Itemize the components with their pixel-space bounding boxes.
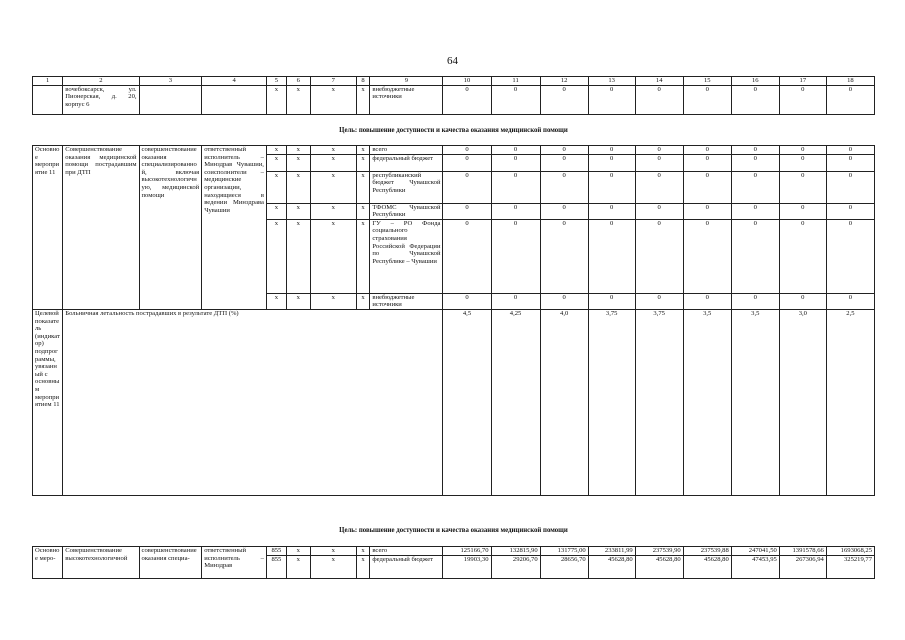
- measure-c3: совершенствование оказания специализированной, включая высокотехнологичную, медицинской помощи: [139, 146, 202, 310]
- indicator-text: Больничная летальность пострадавших в результате ДТП (%): [63, 309, 443, 495]
- value-cell: 0: [826, 171, 874, 203]
- funding-source: внебюджетные источники: [370, 293, 443, 309]
- funding-source: федеральный бюджет: [370, 154, 443, 171]
- measure-next-table: [32, 546, 875, 579]
- measure-c4: ответственный исполнитель – Минздрав: [202, 547, 267, 579]
- measure-c1: Основное мероприятие 11: [33, 146, 63, 310]
- measure-c2: Совершенствование высокотехнологичной: [63, 547, 139, 579]
- value-cell: 0: [779, 154, 826, 171]
- value-cell: 0: [588, 154, 635, 171]
- address-cell: вочебоксарск, ул. Пионерская, д. 20, корпус 6: [63, 85, 139, 114]
- value-cell: 0: [635, 154, 683, 171]
- value-cell: 0: [635, 146, 683, 155]
- value-cell: 0: [588, 293, 635, 309]
- column-number: 1: [33, 77, 63, 86]
- value-cell: 29206,70: [491, 555, 540, 578]
- value-cell: 1693068,25: [826, 547, 874, 556]
- table-row: вочебоксарск, ул. Пионерская, д. 20, корпус 6 x x x x внебюджетные источники 0 0 0 0 0 0 0 0 0: [33, 85, 875, 114]
- column-number-row: [33, 77, 875, 86]
- value-cell: 0: [491, 171, 540, 203]
- value-cell: 0: [540, 293, 588, 309]
- value-cell: 0: [443, 146, 491, 155]
- column-number: 6: [286, 77, 310, 86]
- column-number: 3: [139, 77, 202, 86]
- value-cell: 0: [635, 171, 683, 203]
- measure-11-table: [32, 145, 875, 496]
- value-cell: 45628,80: [635, 555, 683, 578]
- page-number: 64: [447, 55, 458, 67]
- value-cell: 45628,80: [588, 555, 635, 578]
- funding-row: x x x x ТФОМС Чувашской Республики 0 0 0 0 0 0 0 0 0: [33, 203, 875, 219]
- value-cell: 0: [443, 219, 491, 293]
- measure-c1: Основное меро-: [33, 547, 63, 579]
- measure-c3: совершенствование оказания специа-: [139, 547, 202, 579]
- funding-source: ТФОМС Чувашской Республики: [370, 203, 443, 219]
- column-number: 4: [202, 77, 267, 86]
- funding-source: всего: [370, 146, 443, 155]
- column-number: 16: [731, 77, 779, 86]
- value-cell: 0: [826, 293, 874, 309]
- funding-row: Основное мероприятие 11 Совершенствование оказания медицинской помощи пострадавшим при ДТП совершенствование оказания специализированной, включая высокотехнологичную, медицинской помощи ответственный исполнитель – Минздрав Чувашии, соисполнители – медицинские организации, находящиеся в ведении Минздрава Чувашии x x x x всего 0 0 0 0 0 0 0 0 0: [33, 146, 875, 155]
- funding-row: x x x x федеральный бюджет 0 0 0 0 0 0 0 0 0: [33, 154, 875, 171]
- value-cell: 0: [491, 293, 540, 309]
- value-cell: 0: [731, 154, 779, 171]
- value-cell: 0: [779, 293, 826, 309]
- value-cell: 0: [443, 154, 491, 171]
- column-number: 5: [266, 77, 286, 86]
- funding-row: x x x x внебюджетные источники 0 0 0 0 0 0 0 0 0: [33, 293, 875, 309]
- value-cell: 0: [491, 146, 540, 155]
- indicator-label: Целевой показатель (индикатор) подпрограммы, увязанный с основным мероприятием 11: [33, 309, 63, 495]
- value-cell: 0: [540, 203, 588, 219]
- value-cell: 28656,70: [540, 555, 588, 578]
- column-number: 13: [588, 77, 635, 86]
- measure-c2: Совершенствование оказания медицинской помощи пострадавшим при ДТП: [63, 146, 139, 310]
- value-cell: 0: [540, 146, 588, 155]
- goal-heading: Цель: повышение доступности и качества оказания медицинской помощи: [339, 127, 568, 134]
- value-cell: 0: [635, 293, 683, 309]
- funding-source: ГУ – РО Фонда социального страхования Российской Федерации по Чувашской Республике – Чувашии: [370, 219, 443, 293]
- goal-heading-2: Цель: повышение доступности и качества оказания медицинской помощи: [339, 527, 568, 534]
- value-cell: 0: [588, 146, 635, 155]
- value-cell: 0: [779, 171, 826, 203]
- value-cell: 0: [443, 171, 491, 203]
- value-cell: 0: [731, 146, 779, 155]
- value-cell: 233811,99: [588, 547, 635, 556]
- value-cell: 0: [588, 203, 635, 219]
- value-cell: 0: [540, 171, 588, 203]
- value-cell: 0: [826, 146, 874, 155]
- value-cell: 131775,00: [540, 547, 588, 556]
- value-cell: 47453,95: [731, 555, 779, 578]
- value-cell: 0: [635, 219, 683, 293]
- value-cell: 0: [683, 203, 731, 219]
- value-cell: 125166,70: [443, 547, 491, 556]
- funding-row: Основное меро- Совершенствование высокотехнологичной совершенствование оказания специа- ответственный исполнитель – Минздрав 855 x x x всего 125166,70 132815,90 131775,00 233811,99 237539,90 237539,88 247041,50 1391578,66 1693068,25: [33, 547, 875, 556]
- value-cell: 0: [443, 293, 491, 309]
- value-cell: 0: [731, 219, 779, 293]
- column-number: 7: [310, 77, 356, 86]
- value-cell: 0: [491, 154, 540, 171]
- value-cell: 0: [540, 219, 588, 293]
- value-cell: 0: [731, 203, 779, 219]
- column-number: 15: [683, 77, 731, 86]
- column-number: 18: [826, 77, 874, 86]
- funding-source: федеральный бюджет: [370, 555, 443, 578]
- column-number: 11: [491, 77, 540, 86]
- value-cell: 0: [683, 219, 731, 293]
- column-number: 9: [370, 77, 443, 86]
- funding-row: 855 x x x федеральный бюджет 19903,30 29206,70 28656,70 45628,80 45628,80 45628,80 47453,95 267306,94 325219,77: [33, 555, 875, 578]
- value-cell: 0: [826, 154, 874, 171]
- value-cell: 0: [683, 171, 731, 203]
- value-cell: 45628,80: [683, 555, 731, 578]
- column-number: 12: [540, 77, 588, 86]
- program-table: [32, 76, 875, 115]
- column-number: 2: [63, 77, 139, 86]
- column-number: 8: [356, 77, 370, 86]
- value-cell: 0: [683, 154, 731, 171]
- value-cell: 1391578,66: [779, 547, 826, 556]
- funding-row: x x x x республиканский бюджет Чувашской Республики 0 0 0 0 0 0 0 0 0: [33, 171, 875, 203]
- indicator-row: Целевой показатель (индикатор) подпрограммы, увязанный с основным мероприятием 11 Больничная летальность пострадавших в результате ДТП (%) 4,5 4,25 4,0 3,75 3,75 3,5 3,5 3,0 2,5: [33, 309, 875, 495]
- column-number: 10: [443, 77, 491, 86]
- funding-source: внебюджетные источники: [370, 85, 443, 114]
- funding-row: x x x x ГУ – РО Фонда социального страхования Российской Федерации по Чувашской Республике – Чувашии 0 0 0 0 0 0 0 0 0: [33, 219, 875, 293]
- value-cell: 0: [779, 203, 826, 219]
- value-cell: 0: [635, 203, 683, 219]
- value-cell: 237539,88: [683, 547, 731, 556]
- measure-c4: ответственный исполнитель – Минздрав Чувашии, соисполнители – медицинские организации, находящиеся в ведении Минздрава Чувашии: [202, 146, 267, 310]
- funding-source: республиканский бюджет Чувашской Республики: [370, 171, 443, 203]
- value-cell: 0: [826, 219, 874, 293]
- value-cell: 237539,90: [635, 547, 683, 556]
- value-cell: 0: [443, 203, 491, 219]
- value-cell: 267306,94: [779, 555, 826, 578]
- value-cell: 0: [588, 171, 635, 203]
- value-cell: 0: [491, 219, 540, 293]
- value-cell: 0: [731, 293, 779, 309]
- value-cell: 0: [826, 203, 874, 219]
- column-number: 17: [779, 77, 826, 86]
- value-cell: 0: [731, 171, 779, 203]
- value-cell: 0: [683, 146, 731, 155]
- value-cell: 0: [779, 219, 826, 293]
- value-cell: 0: [540, 154, 588, 171]
- column-number: 14: [635, 77, 683, 86]
- value-cell: 325219,77: [826, 555, 874, 578]
- funding-source: всего: [370, 547, 443, 556]
- value-cell: 0: [779, 146, 826, 155]
- value-cell: 247041,50: [731, 547, 779, 556]
- value-cell: 132815,90: [491, 547, 540, 556]
- value-cell: 0: [588, 219, 635, 293]
- value-cell: 0: [683, 293, 731, 309]
- value-cell: 19903,30: [443, 555, 491, 578]
- value-cell: 0: [491, 203, 540, 219]
